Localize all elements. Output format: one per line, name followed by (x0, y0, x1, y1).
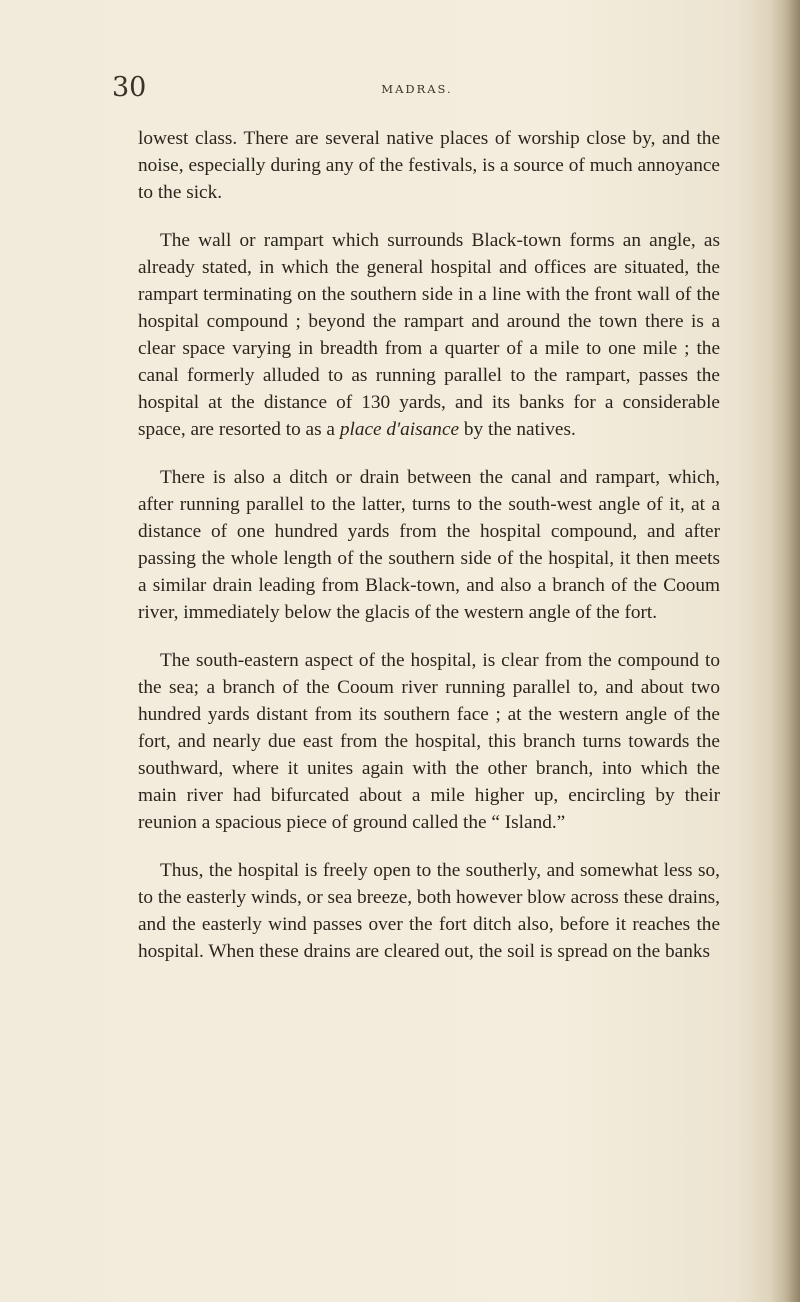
body-text (138, 125, 720, 986)
page-edge-shadow (770, 0, 800, 1302)
page-number: 30 (112, 72, 147, 103)
paragraph-2-text-end: by the natives. (459, 419, 576, 440)
paragraph-2-italic-phrase: place d'aisance (339, 419, 460, 440)
paragraph-5: Thus, the hospital is freely open to the southerly, and somewhat less so, to the easterly winds, or sea breeze, both however blow across these drains, and the easterly wind passes over the fort ditch also, before it reaches the hospital. When these drains are cleared out, the soil is spread on the banks (138, 860, 720, 962)
paragraph-2 (138, 227, 720, 443)
paragraph-1: lowest class. There are several native places of worship close by, and the noise, especially during any of the festivals, is a source of much annoyance to the sick. (138, 128, 720, 203)
paragraph-4: The south-eastern aspect of the hospital, is clear from the compound to the sea; a branch of the Cooum river running parallel to, and about two hundred yards distant from its southern face ; at the western angle of the fort, and nearly due east from the hospital, this branch turns towards the southward, where it unites again with the other branch, into which the main river had bifurcated about a mile higher up, encircling by their reunion a spacious piece of ground called the “ Island.” (138, 650, 720, 833)
page-header (112, 70, 722, 110)
paragraph-3: There is also a ditch or drain between the canal and rampart, which, after running parallel to the latter, turns to the south-west angle of it, at a distance of one hundred yards from the hospital compound, and after passing the whole length of the southern side of the hospital, it then meets a similar drain leading from Black-town, and also a branch of the Cooum river, immediately below the glacis of the western angle of the fort. (138, 467, 720, 623)
running-title: MADRAS. (381, 82, 453, 96)
paragraph-2-text: The wall or rampart which surrounds Black-town forms an angle, as already stated, in which the general hospital and offices are situated, the rampart terminating on the southern side in a line with the front wall of the hospital compound ; beyond the rampart and around the town there is a clear space varying in breadth from a quarter of a mile to one mile ; the canal formerly alluded to as running parallel to the rampart, passes the hospital at the distance of 130 yards, and its banks for a considerable space, are resorted to as a (138, 230, 720, 440)
